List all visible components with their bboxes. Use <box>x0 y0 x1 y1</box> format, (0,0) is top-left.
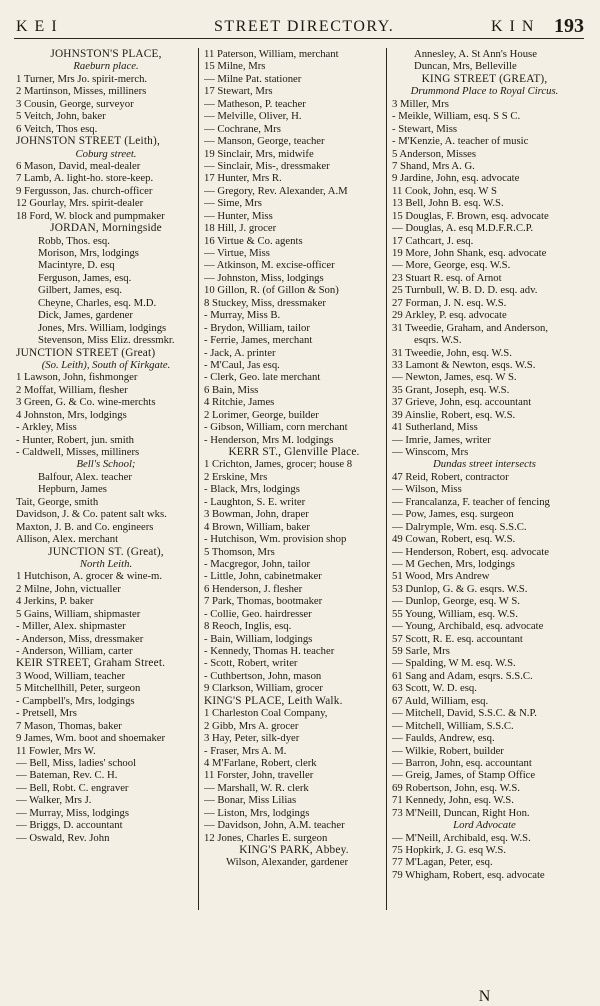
directory-entry: 37 Grieve, John, esq. accountant <box>392 396 532 409</box>
directory-entry: 2 Gibb, Mrs A. grocer <box>204 719 299 732</box>
directory-entry: 1 Lawson, John, fishmonger <box>16 371 138 384</box>
street-subheading: Dundas street intersects <box>433 458 536 471</box>
directory-entry: - Gibson, William, corn merchant <box>204 421 348 434</box>
directory-entry: 61 Sang and Adam, esqrs. S.S.C. <box>392 669 533 682</box>
directory-entry: — Atkinson, M. excise-officer <box>204 259 335 272</box>
running-head-right: KIN <box>491 18 541 35</box>
directory-entry: — M'Neill, Archibald, esq. W.S. <box>392 831 531 844</box>
directory-entry: — Barron, John, esq. accountant <box>392 756 532 769</box>
directory-entry: 16 Virtue & Co. agents <box>204 234 303 247</box>
directory-entry: 6 Henderson, J. flesher <box>204 582 303 595</box>
directory-entry: Gilbert, James, esq. <box>38 284 122 297</box>
directory-entry: 11 Fowler, Mrs W. <box>16 744 96 757</box>
directory-entry: — Melville, Oliver, H. <box>204 110 302 123</box>
street-subheading: North Leith. <box>79 557 133 570</box>
directory-entry: - M'Caul, Jas esq. <box>204 358 280 371</box>
directory-entry: 35 Grant, Joseph, esq. W.S. <box>392 383 510 396</box>
directory-entry: 7 Shand, Mrs A. G. <box>392 159 475 172</box>
directory-entry: - Stewart, Miss <box>392 122 458 135</box>
directory-entry: — Matheson, P. teacher <box>204 97 306 110</box>
directory-entry: 3 Hay, Peter, silk-dyer <box>204 732 300 745</box>
directory-entry: Maxton, J. B. and Co. engineers <box>16 520 154 533</box>
directory-entry: - Fraser, Mrs A. M. <box>204 744 287 757</box>
directory-entry: 69 Robertson, John, esq. W.S. <box>392 781 520 794</box>
directory-entry: 19 More, John Shank, esq. advocate <box>392 247 547 259</box>
directory-entry: Macintyre, D. esq <box>38 259 115 272</box>
directory-entry: Annesley, A. St Ann's House <box>414 48 537 60</box>
directory-entry: Ferguson, James, esq. <box>38 271 132 284</box>
directory-entry: 4 Johnston, Mrs, lodgings <box>16 408 127 421</box>
directory-entry: - Collie, Geo. hairdresser <box>204 607 312 620</box>
directory-entry: 11 Cook, John, esq. W S <box>392 184 497 197</box>
directory-entry: — Oswald, Rev. John <box>16 831 110 844</box>
street-subheading: Lord Advocate <box>453 819 516 832</box>
directory-entry: — Spalding, W M. esq. W.S. <box>392 657 516 670</box>
directory-entry: 5 Mitchellhill, Peter, surgeon <box>16 682 141 695</box>
directory-entry: 11 Paterson, William, merchant <box>204 48 339 60</box>
street-heading: KERR ST., Glenville Place. <box>228 446 360 458</box>
directory-entry: 3 Wood, William, teacher <box>16 669 126 682</box>
directory-entry: - M'Kenzie, A. teacher of music <box>392 135 529 148</box>
directory-entry: 5 Anderson, Misses <box>392 147 477 160</box>
directory-entry: — Imrie, James, writer <box>392 433 491 446</box>
directory-entry: 1 Charleston Coal Company, <box>204 707 328 720</box>
directory-entry: 3 Cousin, George, surveyor <box>16 97 134 110</box>
directory-entry: — Dunlop, George, esq. W S. <box>392 595 520 608</box>
directory-entry: — Virtue, Miss <box>204 247 270 259</box>
directory-entry: 3 Bowman, John, draper <box>204 508 309 521</box>
directory-entry: 3 Green, G. & Co. wine-merchts <box>16 396 156 409</box>
directory-entry: 7 Park, Thomas, bootmaker <box>204 595 323 608</box>
street-subheading: Drummond Place to Royal Circus. <box>410 85 559 98</box>
street-subheading: Bell's School; <box>76 458 136 471</box>
directory-entry: - Macgregor, John, tailor <box>204 557 311 570</box>
directory-entry: — Greig, James, of Stamp Office <box>392 769 536 782</box>
directory-entry: 18 Ford, W. block and pumpmaker <box>16 209 165 222</box>
street-subheading: (So. Leith), South of Kirkgate. <box>41 358 171 371</box>
directory-entry: 4 Ritchie, James <box>204 396 275 409</box>
directory-entry: 17 Stewart, Mrs <box>204 85 273 98</box>
directory-entry: - Hutchison, Wm. provision shop <box>204 533 347 546</box>
directory-column-3 <box>392 48 577 881</box>
directory-entry: — Manson, George, teacher <box>204 135 325 148</box>
directory-entry: — Winscom, Mrs <box>392 446 469 458</box>
directory-entry: 7 Mason, Thomas, baker <box>16 719 122 732</box>
directory-entry: — Bateman, Rev. C. H. <box>16 769 118 782</box>
directory-entry: Cheyne, Charles, esq. M.D. <box>38 296 157 309</box>
directory-entry: - Arkley, Miss <box>16 421 77 434</box>
directory-entry: — Marshall, W. R. clerk <box>204 781 309 794</box>
directory-entry: 2 Erskine, Mrs <box>204 470 268 483</box>
directory-entry: - Clerk, Geo. late merchant <box>204 371 321 384</box>
directory-entry: 6 Mason, David, meal-dealer <box>16 159 141 172</box>
directory-entry: 1 Hutchison, A. grocer & wine-m. <box>16 570 163 583</box>
street-heading: KING'S PLACE, Leith Walk. <box>204 694 343 707</box>
directory-column-2 <box>204 48 384 869</box>
directory-entry: 9 Fergusson, Jas. church-officer <box>16 184 153 197</box>
directory-entry: — Newton, James, esq. W S. <box>392 371 517 384</box>
directory-entry: - Kennedy, Thomas H. teacher <box>204 645 335 657</box>
directory-entry: — Wilkie, Robert, builder <box>392 744 504 757</box>
directory-entry: 3 Miller, Mrs <box>392 97 449 110</box>
street-heading: JOHNSTON'S PLACE, <box>50 48 162 60</box>
running-head-left: KEI <box>16 18 64 35</box>
directory-entry: 5 Thomson, Mrs <box>204 545 275 558</box>
directory-entry: 63 Scott, W. D. esq. <box>392 682 477 695</box>
directory-entry: 75 Hopkirk, J. G. esq W.S. <box>392 844 507 856</box>
directory-entry: - Miller, Alex. shipmaster <box>16 620 126 633</box>
directory-entry: - Brydon, William, tailor <box>204 321 310 334</box>
directory-entry: — Sime, Mrs <box>204 197 262 210</box>
directory-entry: - Caldwell, Misses, milliners <box>16 446 140 458</box>
directory-entry: Jones, Mrs. William, lodgings <box>38 321 167 334</box>
directory-entry: Balfour, Alex. teacher <box>38 470 132 483</box>
street-heading: JUNCTION STREET (Great) <box>16 346 156 359</box>
street-heading: KEIR STREET, Graham Street. <box>16 657 166 670</box>
directory-entry: — Johnston, Miss, lodgings <box>204 271 324 284</box>
directory-entry: — Cochrane, Mrs <box>204 122 281 135</box>
directory-entry: — Briggs, D. accountant <box>16 819 123 832</box>
running-head-title: STREET DIRECTORY. <box>214 18 395 35</box>
directory-entry: 4 Brown, William, baker <box>204 520 310 533</box>
directory-entry: 25 Turnbull, W. B. D. D. esq. adv. <box>392 284 538 297</box>
directory-entry: Allison, Alex. merchant <box>16 533 119 546</box>
directory-entry: — Mitchell, David, S.S.C. & N.P. <box>392 707 537 720</box>
directory-entry: 77 M'Lagan, Peter, esq. <box>392 856 493 869</box>
directory-entry: Duncan, Mrs, Belleville <box>414 60 517 73</box>
directory-entry: — Douglas, A. esq M.D.F.R.C.P. <box>392 222 534 235</box>
directory-entry: 47 Reid, Robert, contractor <box>392 470 509 483</box>
directory-entry: 2 Moffat, William, flesher <box>16 383 128 396</box>
directory-entry: 31 Tweedie, Graham, and Anderson, <box>392 321 549 334</box>
directory-entry: Stevenson, Miss Eliz. dressmkr. <box>38 334 175 347</box>
directory-entry: - Campbell's, Mrs, lodgings <box>16 694 135 707</box>
street-subheading: Raeburn place. <box>73 60 139 73</box>
directory-entry: - Pretsell, Mrs <box>16 707 77 720</box>
directory-entry: 5 Veitch, John, baker <box>16 110 106 123</box>
directory-entry: - Scott, Robert, writer <box>204 657 298 670</box>
directory-entry: — Murray, Miss, lodgings <box>16 806 130 819</box>
directory-entry: - Laughton, S. E. writer <box>204 495 306 508</box>
page-header <box>14 16 584 39</box>
directory-entry: 6 Bain, Miss <box>204 383 259 396</box>
directory-entry: 8 Stuckey, Miss, dressmaker <box>204 296 326 309</box>
directory-entry: — Faulds, Andrew, esq. <box>392 732 495 745</box>
directory-entry: - Meikle, William, esq. S S C. <box>392 110 521 123</box>
page-number: 193 <box>554 15 584 37</box>
street-subheading: Coburg street. <box>75 147 137 160</box>
directory-entry: 12 Jones, Charles E. surgeon <box>204 831 328 844</box>
directory-entry: 12 Gourlay, Mrs. spirit-dealer <box>16 197 144 210</box>
directory-entry: - Bain, William, lodgings <box>204 632 313 645</box>
directory-entry: 2 Lorimer, George, builder <box>204 408 319 421</box>
directory-entry: 4 M'Farlane, Robert, clerk <box>204 756 317 769</box>
directory-entry: — Francalanza, F. teacher of fencing <box>392 495 550 508</box>
directory-entry: 8 Reoch, Inglis, esq. <box>204 620 292 633</box>
directory-entry: 4 Jerkins, P. baker <box>16 595 94 608</box>
directory-entry: - Black, Mrs, lodgings <box>204 483 300 496</box>
directory-entry: — Hunter, Miss <box>204 209 273 222</box>
directory-entry: 53 Dunlop, G. & G. esqrs. W.S. <box>392 582 528 595</box>
directory-entry: — Bonar, Miss Lilias <box>204 794 297 807</box>
signature-mark: N <box>478 988 491 1005</box>
directory-entry: 7 Lamb, A. light-ho. store-keep. <box>16 172 154 185</box>
directory-entry: 51 Wood, Mrs Andrew <box>392 570 490 583</box>
directory-entry: - Murray, Miss B. <box>204 309 281 322</box>
directory-entry: 6 Veitch, Thos esq. <box>16 122 98 135</box>
directory-entry: 19 Sinclair, Mrs, midwife <box>204 147 314 160</box>
directory-entry: 17 Cathcart, J. esq. <box>392 234 474 247</box>
directory-entry: 23 Stuart R. esq. of Arnot <box>392 271 502 284</box>
directory-entry: 1 Crichton, James, grocer; house 8 <box>204 458 353 471</box>
directory-entry: - Anderson, William, carter <box>16 645 133 657</box>
directory-entry: — Walker, Mrs J. <box>16 794 92 807</box>
directory-entry: — More, George, esq. W.S. <box>392 259 511 272</box>
directory-entry: 29 Arkley, P. esq. advocate <box>392 309 507 322</box>
directory-entry: esqrs. W.S. <box>414 334 462 347</box>
directory-entry: 9 Jardine, John, esq. advocate <box>392 172 520 185</box>
directory-entry: 49 Cowan, Robert, esq. W.S. <box>392 533 516 546</box>
directory-entry: 5 Gains, William, shipmaster <box>16 607 141 620</box>
directory-entry: 11 Forster, John, traveller <box>204 769 314 782</box>
column-divider <box>386 48 387 910</box>
directory-entry: — Davidson, John, A.M. teacher <box>204 819 345 832</box>
directory-entry: 15 Douglas, F. Brown, esq. advocate <box>392 209 549 222</box>
directory-entry: 10 Gillon, R. (of Gillon & Son) <box>204 284 339 297</box>
directory-entry: — Bell, Robt. C. engraver <box>16 781 129 794</box>
street-heading: KING'S PARK, Abbey. <box>239 844 349 856</box>
street-heading: JORDAN, Morningside <box>50 222 162 235</box>
directory-entry: 55 Young, William, esq. W.S. <box>392 607 518 620</box>
directory-entry: — M Gechen, Mrs, lodgings <box>392 557 515 570</box>
directory-entry: 17 Hunter, Mrs R. <box>204 172 282 185</box>
directory-entry: Hepburn, James <box>38 483 107 496</box>
directory-entry: — Dalrymple, Wm. esq. S.S.C. <box>392 520 527 533</box>
directory-entry: - Hunter, Robert, jun. smith <box>16 433 135 446</box>
column-divider <box>198 48 199 910</box>
directory-entry: - Cuthbertson, John, mason <box>204 669 322 682</box>
directory-column-1 <box>16 48 196 844</box>
street-heading: KING STREET (GREAT), <box>421 72 548 85</box>
directory-entry: 31 Tweedie, John, esq. W.S. <box>392 346 512 359</box>
directory-entry: Wilson, Alexander, gardener <box>226 856 349 869</box>
street-heading: JUNCTION ST. (Great), <box>48 545 164 558</box>
directory-entry: - Little, John, cabinetmaker <box>204 570 322 583</box>
directory-entry: — Bell, Miss, ladies' school <box>16 756 137 769</box>
directory-entry: 15 Milne, Mrs <box>204 60 266 73</box>
directory-entry: Robb, Thos. esq. <box>38 234 110 247</box>
directory-entry: 18 Hill, J. grocer <box>204 222 277 235</box>
directory-entry: 9 Clarkson, William, grocer <box>204 682 323 695</box>
directory-entry: — Liston, Mrs, lodgings <box>204 806 310 819</box>
directory-entry: - Jack, A. printer <box>204 346 276 359</box>
directory-entry: Morison, Mrs, lodgings <box>38 247 139 259</box>
directory-entry: 73 M'Neill, Duncan, Right Hon. <box>392 806 530 819</box>
directory-entry: 71 Kennedy, John, esq. W.S. <box>392 794 514 807</box>
directory-entry: 13 Bell, John B. esq. W.S. <box>392 197 504 210</box>
directory-entry: 79 Whigham, Robert, esq. advocate <box>392 868 545 881</box>
directory-entry: - Ferrie, James, merchant <box>204 334 313 347</box>
directory-entry: 41 Sutherland, Miss <box>392 421 478 434</box>
directory-entry: 59 Sarle, Mrs <box>392 645 450 657</box>
directory-entry: — Pow, James, esq. surgeon <box>392 508 514 521</box>
directory-entry: — Henderson, Robert, esq. advocate <box>392 545 549 558</box>
directory-entry: 57 Scott, R. E. esq. accountant <box>392 632 523 645</box>
directory-entry: 39 Ainslie, Robert, esq. W.S. <box>392 408 516 421</box>
directory-entry: 2 Milne, John, victualler <box>16 582 121 595</box>
directory-entry: 33 Lamont & Newton, esqs. W.S. <box>392 358 536 371</box>
directory-entry: — Wilson, Miss <box>392 483 462 496</box>
street-heading: JOHNSTON STREET (Leith), <box>16 135 161 148</box>
directory-entry: — Mitchell, William, S.S.C. <box>392 719 514 732</box>
directory-entry: - Anderson, Miss, dressmaker <box>16 632 144 645</box>
directory-entry: — Young, Archibald, esq. advocate <box>392 620 544 633</box>
directory-entry: Tait, George, smith <box>16 495 99 508</box>
directory-entry: Dick, James, gardener <box>38 309 133 322</box>
directory-entry: 67 Auld, William, esq. <box>392 694 489 707</box>
directory-entry: — Gregory, Rev. Alexander, A.M <box>204 184 348 197</box>
directory-entry: - Henderson, Mrs M. lodgings <box>204 433 334 446</box>
directory-entry: Davidson, J. & Co. patent salt wks. <box>16 508 167 521</box>
directory-entry: 9 James, Wm. boot and shoemaker <box>16 732 166 745</box>
directory-entry: — Milne Pat. stationer <box>204 72 302 85</box>
directory-entry: 27 Forman, J. N. esq. W.S. <box>392 296 507 309</box>
directory-entry: 2 Martinson, Misses, milliners <box>16 85 147 98</box>
directory-entry: 1 Turner, Mrs Jo. spirit-merch. <box>16 72 148 85</box>
directory-entry: — Sinclair, Mis-, dressmaker <box>204 159 330 172</box>
